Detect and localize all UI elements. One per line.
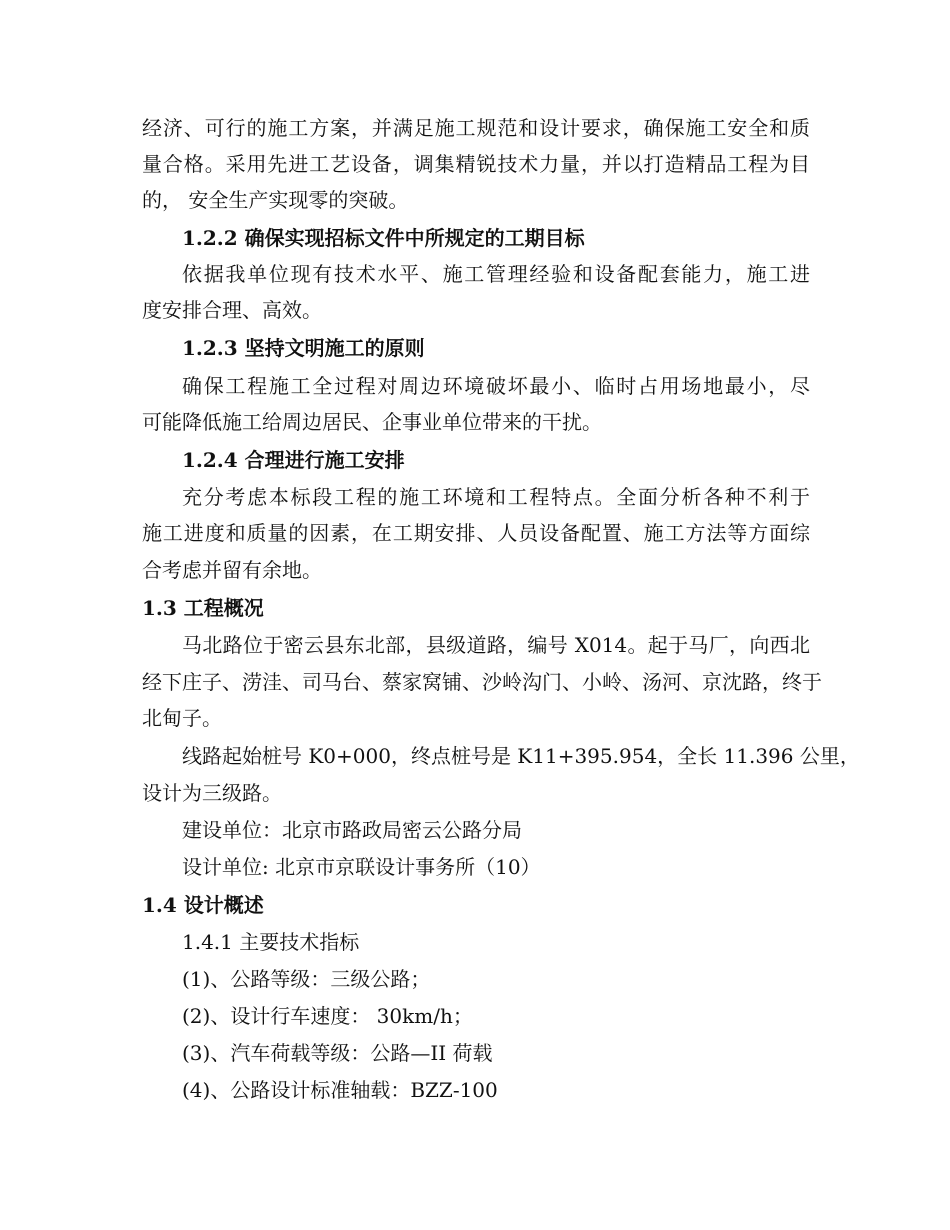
intro-line-2: 量合格。采用先进工艺设备，调集精锐技术力量，并以打造精品工程为目 [142, 152, 810, 176]
s124-line-1: 充分考虑本标段工程的施工环境和工程特点。全面分析各种不利于 [182, 485, 810, 509]
heading-1-2-2: 1.2.2 确保实现招标文件中所规定的工期目标 [182, 226, 585, 250]
s13-p1-line-2: 经下庄子、涝洼、司马台、蔡家窝铺、沙岭沟门、小岭、汤河、京沈路，终于 [142, 670, 822, 694]
s124-line-2: 施工进度和质量的因素，在工期安排、人员设备配置、施工方法等方面综 [142, 521, 810, 545]
spec-item-1: (1)、公路等级：三级公路； [182, 967, 431, 991]
s13-p1-line-1: 马北路位于密云县东北部，县级道路，编号 X014。起于马厂，向西北 [182, 633, 810, 657]
s122-line-2: 度安排合理、高效。 [142, 298, 322, 322]
s124-line-3: 合考虑并留有余地。 [142, 558, 322, 582]
builder-line: 建设单位：北京市路政局密云公路分局 [182, 818, 522, 842]
heading-1-4: 1.4 设计概述 [142, 893, 264, 917]
s13-p1-line-3: 北甸子。 [142, 706, 222, 730]
heading-1-3: 1.3 工程概况 [142, 596, 264, 620]
s122-line-1: 依据我单位现有技术水平、施工管理经验和设备配套能力，施工进 [182, 262, 810, 286]
intro-line-1: 经济、可行的施工方案，并满足施工规范和设计要求，确保施工安全和质 [142, 116, 810, 140]
s13-p2-line-1: 线路起始桩号 K0+000，终点桩号是 K11+395.954，全长 11.396 公里， [182, 744, 860, 768]
spec-item-3: (3)、汽车荷载等级：公路—II 荷载 [182, 1041, 493, 1065]
heading-1-4-1: 1.4.1 主要技术指标 [182, 930, 360, 954]
heading-1-2-3: 1.2.3 坚持文明施工的原则 [182, 336, 425, 360]
s123-line-2: 可能降低施工给周边居民、企事业单位带来的干扰。 [142, 410, 602, 434]
intro-line-3: 的， 安全生产实现零的突破。 [142, 188, 409, 212]
s123-line-1: 确保工程施工全过程对周边环境破坏最小、临时占用场地最小，尽 [182, 374, 810, 398]
spec-item-4: (4)、公路设计标准轴载：BZZ-100 [182, 1078, 498, 1102]
heading-1-2-4: 1.2.4 合理进行施工安排 [182, 448, 405, 472]
s13-p2-line-2: 设计为三级路。 [142, 781, 282, 805]
designer-line: 设计单位: 北京市京联设计事务所（10） [182, 855, 541, 879]
spec-item-2: (2)、设计行车速度： 30km/h； [182, 1004, 473, 1028]
